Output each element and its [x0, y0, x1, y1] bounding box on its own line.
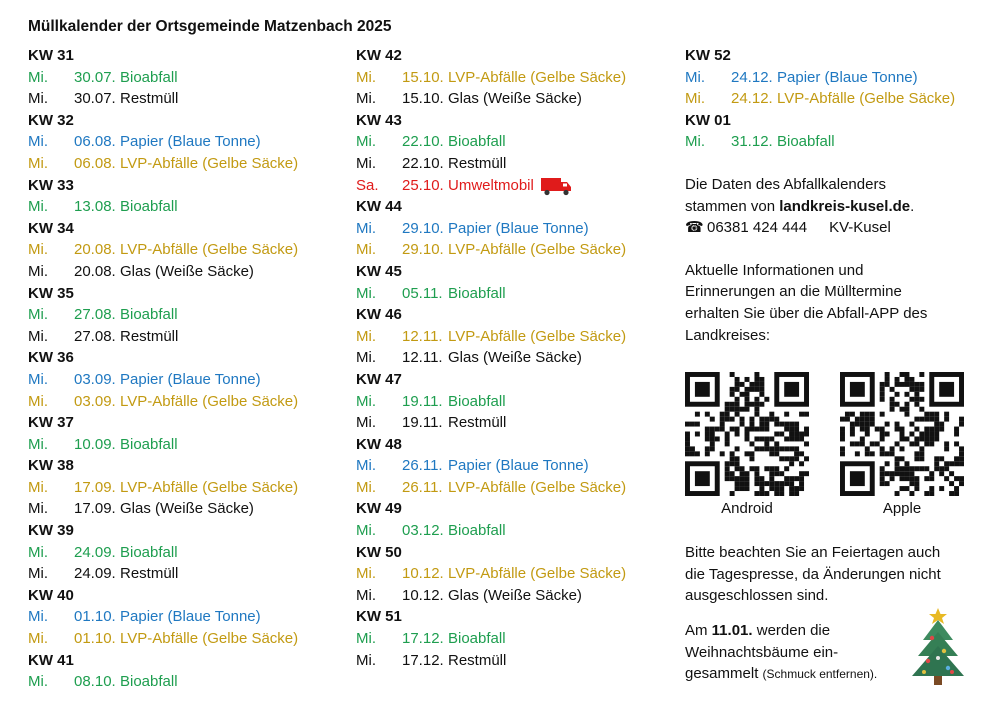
entry-waste-type: LVP-Abfälle (Gelbe Säcke)	[120, 478, 299, 496]
entry-date: 24.12.	[731, 68, 773, 86]
collection-entry	[356, 650, 676, 672]
info-column	[685, 45, 985, 346]
entry-waste-type: Papier (Blaue Tonne)	[120, 133, 261, 151]
tree-date: 11.01.	[711, 622, 753, 639]
entry-day: Mi.	[685, 133, 705, 151]
entry-waste-type: Bioabfall	[120, 68, 178, 86]
entry-date: 30.07.	[74, 68, 116, 86]
entry-date: 10.09.	[74, 435, 116, 453]
entry-waste-type: Bioabfall	[120, 435, 178, 453]
entry-waste-type: Bioabfall	[448, 392, 506, 410]
collection-entry	[356, 347, 676, 369]
week-heading: KW 52	[685, 47, 731, 64]
entry-waste-type: LVP-Abfälle (Gelbe Säcke)	[448, 68, 627, 86]
entry-date: 01.10.	[74, 630, 116, 648]
collection-entry	[356, 218, 676, 240]
entry-date: 06.08.	[74, 154, 116, 172]
holiday-line-3: ausgeschlossen sind.	[685, 587, 829, 605]
week-heading: KW 39	[28, 522, 74, 540]
week-heading: KW 36	[28, 349, 74, 367]
collection-entry	[356, 283, 676, 305]
entry-date: 17.09.	[74, 478, 116, 496]
collection-entry	[356, 131, 676, 153]
entry-date: 19.11.	[402, 392, 443, 410]
collection-entry	[685, 88, 985, 110]
entry-day: Mi.	[28, 543, 48, 561]
entry-day: Mi.	[28, 500, 48, 518]
entry-day: Mi.	[356, 586, 376, 604]
entry-day: Mi.	[356, 630, 376, 648]
entry-date: 17.09.	[74, 500, 116, 518]
collection-entry	[28, 326, 348, 348]
collection-entry	[356, 239, 676, 261]
entry-day: Mi.	[28, 478, 48, 496]
entry-waste-type: Bioabfall	[448, 133, 506, 151]
collection-entry	[356, 455, 676, 477]
entry-date: 22.10.	[402, 154, 444, 172]
entry-date: 24.12.	[731, 90, 773, 108]
week-heading: KW 42	[356, 47, 402, 64]
week-heading: KW 34	[28, 219, 74, 237]
phone-line	[685, 217, 985, 239]
entry-waste-type: Glas (Weiße Säcke)	[448, 586, 582, 604]
entry-day: Mi.	[28, 90, 48, 108]
collection-entry	[28, 369, 348, 391]
entry-date: 30.07.	[74, 90, 116, 108]
entry-date: 27.08.	[74, 306, 116, 324]
app-text-line-4: Landkreises:	[685, 326, 771, 344]
collection-entry	[28, 88, 348, 110]
collection-entry	[28, 628, 348, 650]
entry-date: 17.12.	[402, 651, 444, 669]
entry-day: Mi.	[356, 154, 376, 172]
collection-entry	[28, 196, 348, 218]
week-heading: KW 45	[356, 262, 402, 280]
entry-day: Mi.	[28, 392, 48, 410]
entry-date: 15.10.	[402, 90, 444, 108]
entry-day: Mi.	[28, 68, 48, 86]
entry-waste-type: Restmüll	[448, 414, 507, 432]
entry-date: 06.08.	[74, 133, 116, 151]
collection-entry	[28, 304, 348, 326]
entry-day: Mi.	[28, 370, 48, 388]
entry-date: 26.11.	[402, 457, 443, 475]
collection-entry	[28, 239, 348, 261]
entry-day: Mi.	[28, 327, 48, 345]
entry-waste-type: Papier (Blaue Tonne)	[120, 370, 261, 388]
entry-date: 03.09.	[74, 392, 116, 410]
entry-waste-type: Restmüll	[448, 651, 507, 669]
entry-date: 29.10.	[402, 241, 444, 259]
entry-day: Mi.	[356, 68, 376, 86]
entry-waste-type: Papier (Blaue Tonne)	[777, 68, 918, 86]
entry-waste-type: LVP-Abfälle (Gelbe Säcke)	[448, 478, 627, 496]
entry-date: 17.12.	[402, 630, 444, 648]
entry-date: 27.08.	[74, 327, 116, 345]
week-heading: KW 43	[356, 111, 402, 129]
entry-waste-type: Bioabfall	[448, 284, 506, 302]
entry-waste-type: LVP-Abfälle (Gelbe Säcke)	[120, 241, 299, 259]
phone-number[interactable]: 06381 424 444	[707, 219, 808, 237]
entry-waste-type: Papier (Blaue Tonne)	[448, 457, 589, 475]
entry-waste-type: LVP-Abfälle (Gelbe Säcke)	[448, 327, 627, 345]
entry-day: Mi.	[356, 565, 376, 583]
phone-org: KV-Kusel	[829, 219, 891, 237]
entry-waste-type: Bioabfall	[448, 522, 506, 540]
entry-date: 29.10.	[402, 219, 444, 237]
collection-entry	[356, 153, 676, 175]
entry-date: 31.12.	[731, 133, 773, 151]
collection-entry	[356, 412, 676, 434]
collection-entry	[356, 67, 676, 89]
week-heading: KW 32	[28, 111, 74, 129]
entry-waste-type: Glas (Weiße Säcke)	[448, 349, 582, 367]
collection-entry	[685, 67, 985, 89]
entry-waste-type: Glas (Weiße Säcke)	[120, 500, 254, 518]
collection-entry	[28, 434, 348, 456]
entry-waste-type: Bioabfall	[120, 673, 178, 691]
tree-notice	[685, 620, 925, 686]
entry-day: Mi.	[28, 241, 48, 259]
collection-entry	[28, 542, 348, 564]
entry-day: Mi.	[28, 154, 48, 172]
christmas-tree-icon	[908, 606, 968, 688]
entry-waste-type: LVP-Abfälle (Gelbe Säcke)	[120, 392, 299, 410]
holiday-line-2: die Tagespresse, da Änderungen nicht	[685, 565, 941, 583]
week-heading: KW 51	[356, 608, 402, 626]
entry-date: 24.09.	[74, 565, 116, 583]
entry-date: 03.09.	[74, 370, 116, 388]
entry-date: 12.11.	[402, 349, 443, 367]
tree-line-2: Weihnachtsbäume ein-	[685, 643, 839, 661]
entry-day: Mi.	[356, 414, 376, 432]
page-title: Müllkalender der Ortsgemeinde Matzenbach 2025	[28, 18, 392, 35]
entry-day: Mi.	[28, 673, 48, 691]
android-qr-code[interactable]	[685, 372, 809, 496]
truck-icon	[540, 176, 572, 196]
week-heading: KW 33	[28, 176, 74, 194]
entry-waste-type: Restmüll	[120, 565, 179, 583]
phone-icon: ☎	[685, 219, 704, 237]
entry-day: Sa.	[356, 176, 379, 194]
entry-day: Mi.	[356, 392, 376, 410]
entry-waste-type: Bioabfall	[120, 198, 178, 216]
week-heading: KW 35	[28, 284, 74, 302]
week-heading: KW 46	[356, 306, 402, 324]
entry-date: 10.12.	[402, 565, 444, 583]
entry-waste-type: Restmüll	[448, 154, 507, 172]
week-heading: KW 01	[685, 111, 731, 129]
collection-entry	[356, 585, 676, 607]
entry-date: 22.10.	[402, 133, 444, 151]
collection-entry	[356, 175, 676, 197]
app-text-line-1: Aktuelle Informationen und	[685, 261, 864, 279]
entry-waste-type: Bioabfall	[120, 306, 178, 324]
entry-waste-type: LVP-Abfälle (Gelbe Säcke)	[120, 630, 299, 648]
entry-day: Mi.	[28, 565, 48, 583]
qr-code-row	[685, 372, 975, 522]
entry-waste-type: Glas (Weiße Säcke)	[448, 90, 582, 108]
holiday-notice	[685, 542, 985, 607]
collection-entry	[28, 131, 348, 153]
entry-date: 25.10.	[402, 176, 444, 194]
entry-date: 03.12.	[402, 522, 444, 540]
entry-waste-type: Bioabfall	[120, 543, 178, 561]
collection-entry	[356, 326, 676, 348]
calendar-column-1	[28, 45, 348, 693]
entry-waste-type: Bioabfall	[777, 133, 835, 151]
entry-day: Mi.	[356, 327, 376, 345]
week-heading: KW 49	[356, 500, 402, 518]
collection-entry	[28, 671, 348, 693]
week-heading: KW 37	[28, 414, 74, 432]
entry-waste-type: Restmüll	[120, 90, 179, 108]
week-heading: KW 31	[28, 47, 74, 64]
entry-date: 08.10.	[74, 673, 116, 691]
collection-entry	[356, 88, 676, 110]
calendar-column-2	[356, 45, 676, 671]
entry-day: Mi.	[356, 133, 376, 151]
entry-day: Mi.	[28, 435, 48, 453]
entry-day: Mi.	[356, 219, 376, 237]
entry-day: Mi.	[28, 630, 48, 648]
entry-waste-type: LVP-Abfälle (Gelbe Säcke)	[448, 565, 627, 583]
entry-date: 26.11.	[402, 478, 443, 496]
collection-entry	[28, 606, 348, 628]
entry-waste-type: Umweltmobil	[448, 176, 534, 194]
collection-entry	[28, 153, 348, 175]
entry-day: Mi.	[28, 133, 48, 151]
tree-line-3: gesammelt (Schmuck entfernen).	[685, 665, 878, 683]
apple-qr-code[interactable]	[840, 372, 964, 496]
entry-day: Mi.	[356, 651, 376, 669]
entry-day: Mi.	[356, 457, 376, 475]
entry-date: 24.09.	[74, 543, 116, 561]
entry-day: Mi.	[356, 90, 376, 108]
entry-date: 05.11.	[402, 284, 443, 302]
entry-waste-type: Papier (Blaue Tonne)	[448, 219, 589, 237]
source-link[interactable]: landkreis-kusel.de	[779, 197, 911, 215]
calendar-column-3	[685, 45, 985, 153]
week-heading: KW 38	[28, 457, 74, 475]
collection-entry	[28, 477, 348, 499]
app-text-line-2: Erinnerungen an die Mülltermine	[685, 283, 902, 301]
collection-entry	[356, 520, 676, 542]
entry-day: Mi.	[28, 306, 48, 324]
collection-entry	[28, 261, 348, 283]
entry-date: 15.10.	[402, 68, 444, 86]
entry-day: Mi.	[356, 522, 376, 540]
entry-waste-type: Bioabfall	[448, 630, 506, 648]
collection-entry	[356, 391, 676, 413]
entry-date: 01.10.	[74, 608, 116, 626]
entry-waste-type: Glas (Weiße Säcke)	[120, 262, 254, 280]
entry-day: Mi.	[685, 68, 705, 86]
week-heading: KW 41	[28, 651, 74, 669]
entry-waste-type: LVP-Abfälle (Gelbe Säcke)	[120, 154, 299, 172]
entry-date: 13.08.	[74, 198, 116, 216]
tree-note: (Schmuck entfernen).	[762, 667, 878, 682]
collection-entry	[28, 67, 348, 89]
week-heading: KW 50	[356, 543, 402, 561]
entry-day: Mi.	[28, 262, 48, 280]
collection-entry	[28, 563, 348, 585]
collection-entry	[356, 477, 676, 499]
week-heading: KW 47	[356, 370, 402, 388]
week-heading: KW 44	[356, 198, 402, 216]
entry-day: Mi.	[28, 198, 48, 216]
week-heading: KW 48	[356, 435, 402, 453]
collection-entry	[28, 391, 348, 413]
entry-waste-type: LVP-Abfälle (Gelbe Säcke)	[777, 90, 956, 108]
entry-day: Mi.	[356, 478, 376, 496]
entry-date: 19.11.	[402, 414, 443, 432]
tree-line-1: Am 11.01. werden die	[685, 622, 831, 639]
collection-entry	[356, 563, 676, 585]
entry-waste-type: Papier (Blaue Tonne)	[120, 608, 261, 626]
collection-entry	[28, 498, 348, 520]
entry-day: Mi.	[356, 284, 376, 302]
week-heading: KW 40	[28, 586, 74, 604]
entry-day: Mi.	[356, 241, 376, 259]
entry-waste-type: Restmüll	[120, 327, 179, 345]
source-text-line-1: Die Daten des Abfallkalenders	[685, 175, 886, 193]
entry-date: 10.12.	[402, 586, 444, 604]
entry-date: 12.11.	[402, 327, 443, 345]
source-text-line-2: stammen von landkreis-kusel.de.	[685, 197, 915, 215]
app-text-line-3: erhalten Sie über die Abfall-APP des	[685, 304, 928, 322]
entry-date: 20.08.	[74, 241, 116, 259]
entry-date: 20.08.	[74, 262, 116, 280]
apple-label: Apple	[882, 500, 922, 517]
android-label: Android	[721, 500, 773, 517]
holiday-line-1: Bitte beachten Sie an Feiertagen auch	[685, 544, 941, 561]
entry-waste-type: LVP-Abfälle (Gelbe Säcke)	[448, 241, 627, 259]
collection-entry	[356, 628, 676, 650]
entry-day: Mi.	[356, 349, 376, 367]
collection-entry	[685, 131, 985, 153]
entry-day: Mi.	[685, 90, 705, 108]
entry-day: Mi.	[28, 608, 48, 626]
